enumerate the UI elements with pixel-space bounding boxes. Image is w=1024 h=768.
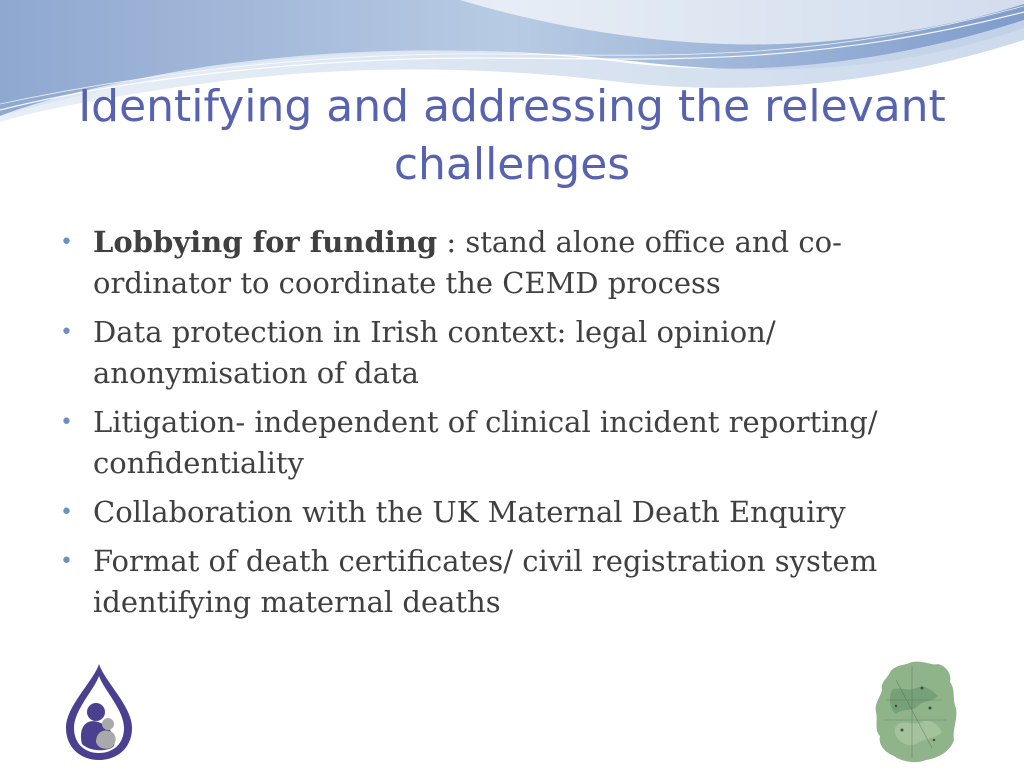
bullet-item — [60, 312, 920, 394]
bullet-item — [60, 222, 920, 304]
bullet-dot-icon: • — [60, 500, 73, 525]
bullet-item — [60, 492, 920, 533]
bullet-text: Data protection in Irish context: legal opinion/ anonymisation of data — [93, 315, 776, 390]
bullet-text: : stand alone office and co-ordinator to coordinate the CEMD process — [93, 225, 842, 300]
slide-title: Identifying and addressing the relevant challenges — [78, 81, 946, 190]
bullet-dot-icon: • — [60, 320, 73, 345]
bullet-bold-text: Lobbying for funding — [93, 225, 438, 259]
ireland-map-icon — [872, 660, 958, 764]
bullet-dot-icon: • — [60, 549, 73, 574]
bullet-text: Format of death certificates/ civil registration system identifying maternal deaths — [93, 544, 878, 619]
bullet-list — [60, 222, 920, 631]
bullet-item — [60, 402, 920, 484]
bullet-text: Litigation- independent of clinical incident reporting/ confidentiality — [93, 405, 878, 480]
bullet-text: Collaboration with the UK Maternal Death Enquiry — [93, 495, 846, 529]
bullet-item — [60, 541, 920, 623]
bullet-dot-icon: • — [60, 230, 73, 255]
bullet-dot-icon: • — [60, 410, 73, 435]
maternal-drop-logo-icon — [60, 662, 138, 762]
